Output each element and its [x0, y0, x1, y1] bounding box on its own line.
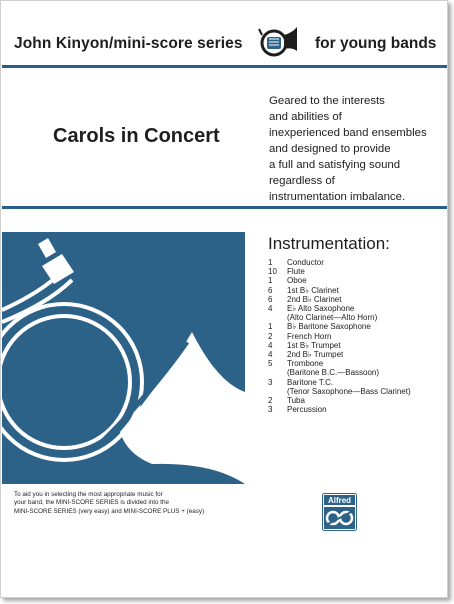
- list-item: [268, 359, 411, 368]
- item-name: E♭ Alto Saxophone: [287, 304, 355, 314]
- list-item: [268, 322, 411, 331]
- list-item: [268, 387, 411, 396]
- list-item: [268, 405, 411, 414]
- series-title: John Kinyon/mini-score series: [14, 35, 243, 52]
- blurb-line: instrumentation imbalance.: [269, 191, 406, 203]
- blurb-line: and abilities of: [269, 111, 342, 123]
- instrumentation-list: [268, 258, 411, 414]
- item-name: B♭ Baritone Saxophone: [287, 322, 371, 332]
- list-item: [268, 341, 411, 350]
- french-horn-icon: [2, 232, 245, 484]
- list-item: [268, 286, 411, 295]
- page-title: Carols in Concert: [53, 125, 220, 147]
- footnote-line: MINI-SCORE SERIES (very easy) and MINI-SCORE PLUS + (easy): [14, 507, 205, 515]
- list-item: [268, 350, 411, 359]
- publisher-name: Alfred: [327, 496, 352, 505]
- item-qty: 3: [268, 377, 273, 387]
- item-qty: 6: [268, 285, 273, 295]
- list-item: [268, 267, 411, 276]
- item-qty: 4: [268, 340, 273, 350]
- item-name: 1st B♭ Trumpet: [287, 340, 341, 350]
- item-qty: 2: [268, 331, 273, 341]
- list-item: [268, 396, 411, 405]
- item-qty: 1: [268, 322, 273, 332]
- item-qty: 6: [268, 294, 273, 304]
- item-name: French Horn: [287, 331, 332, 341]
- list-item: [268, 368, 411, 377]
- blurb-line: regardless of: [269, 175, 335, 187]
- instrumentation-heading: Instrumentation:: [268, 234, 390, 253]
- list-item: [268, 313, 411, 322]
- top-divider: [2, 65, 447, 68]
- item-name: (Tenor Saxophone—Bass Clarinet): [287, 386, 411, 396]
- blurb-line: inexperienced band ensembles: [269, 127, 427, 139]
- french-horn-logo-icon: [257, 25, 299, 61]
- description-blurb: [269, 93, 439, 205]
- middle-divider: [2, 206, 447, 209]
- item-name: Oboe: [287, 276, 307, 286]
- item-qty: 1: [268, 258, 273, 267]
- french-horn-illustration: [2, 232, 245, 484]
- list-item: [268, 276, 411, 285]
- footnote-line: To aid you in selecting the most appropriate music for: [14, 491, 163, 498]
- footnote-line: your band, the MINI-SCORE SERIES is divided into the: [14, 499, 170, 507]
- item-name: 1st B♭ Clarinet: [287, 285, 339, 295]
- item-name: (Baritone B.C.—Bassoon): [287, 368, 380, 378]
- series-footnote: [14, 491, 254, 516]
- list-item: [268, 332, 411, 341]
- item-qty: [268, 387, 287, 396]
- list-item: [268, 304, 411, 313]
- blurb-line: a full and satisfying sound: [269, 159, 401, 171]
- item-name: Trombone: [287, 359, 324, 369]
- item-name: 2nd B♭ Clarinet: [287, 294, 342, 304]
- item-name: Flute: [287, 267, 305, 277]
- item-name: (Alto Clarinet—Alto Horn): [287, 313, 378, 323]
- item-qty: 2: [268, 396, 273, 406]
- alfred-logo-icon: [322, 493, 357, 531]
- item-qty: [268, 368, 287, 377]
- list-item: [268, 258, 411, 267]
- series-tagline: for young bands: [315, 35, 437, 52]
- list-item: [268, 295, 411, 304]
- item-qty: 4: [268, 304, 273, 314]
- item-qty: 5: [268, 359, 273, 369]
- item-name: 2nd B♭ Trumpet: [287, 350, 344, 360]
- item-qty: 1: [268, 276, 273, 286]
- list-item: [268, 378, 411, 387]
- blurb-line: and designed to provide: [269, 143, 391, 155]
- item-name: Tuba: [287, 396, 305, 406]
- item-qty: 10: [268, 267, 277, 277]
- item-name: Percussion: [287, 405, 327, 415]
- item-qty: [268, 313, 287, 322]
- item-name: Baritone T.C.: [287, 377, 334, 387]
- blurb-line: Geared to the interests: [269, 95, 385, 107]
- item-qty: 3: [268, 405, 273, 415]
- item-qty: 4: [268, 350, 273, 360]
- item-name: Conductor: [287, 258, 324, 267]
